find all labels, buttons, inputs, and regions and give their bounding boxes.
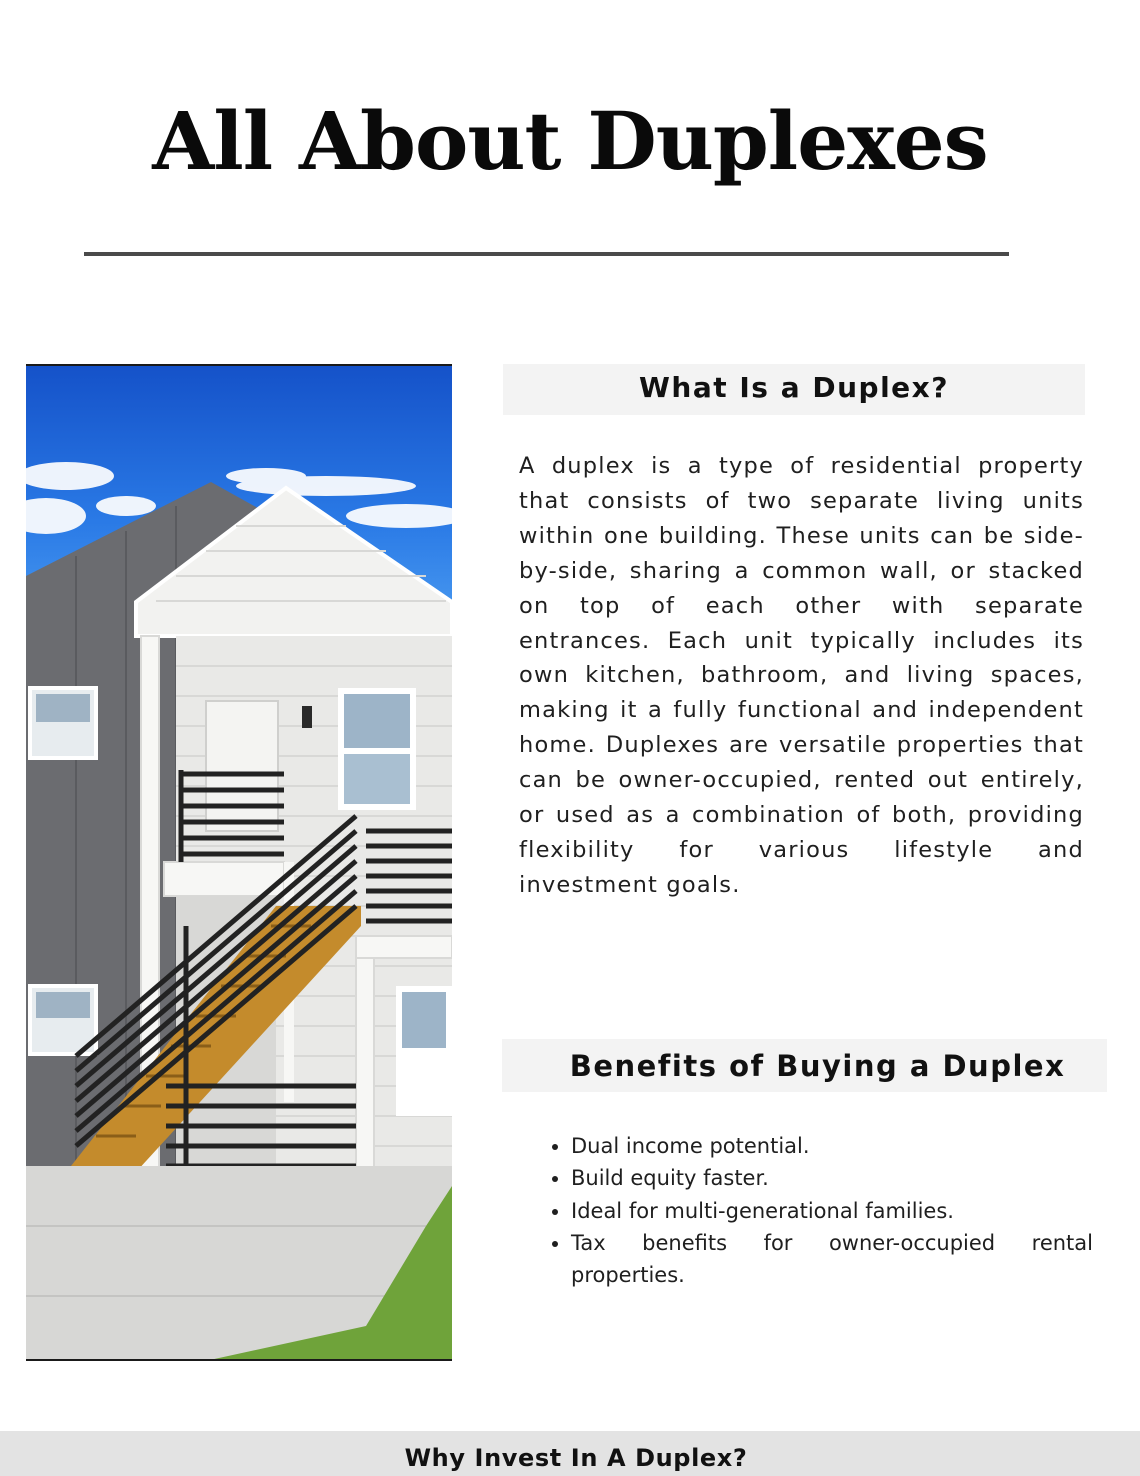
footer-heading: Why Invest In A Duplex? [404,1444,748,1472]
duplex-illustration [26,366,452,1361]
title-divider [84,252,1009,256]
list-item: • Tax benefits for owner-occupied rental properties. [571,1227,1093,1292]
list-item: • Build equity faster. [571,1162,1093,1194]
porch-column-mid [356,936,374,1176]
page-title: All About Duplexes [152,94,988,188]
list-item: • Dual income potential. [571,1130,1093,1162]
benefits-list [540,1130,1093,1291]
benefits-heading: Benefits of Buying a Duplex [502,1039,1107,1092]
upper-door [206,701,278,831]
list-item: • Ideal for multi-generational families. [571,1195,1093,1227]
what-is-heading: What Is a Duplex? [503,364,1085,415]
what-is-paragraph: A duplex is a type of residential property that consists of two separate living units within one building. These units can be side-by-side, sharing a common wall, or stacked on top of each other with separate entrances. Each unit typically includes its own kitchen, bathroom, and living spaces, making it a fully functional and independent home. Duplexes are versatile properties that can be owner-occupied, rented out entirely, or used as a combination of both, providing flexibility for various lifestyle and investment goals. [519,453,1084,898]
duplex-photo [26,364,452,1361]
wall-lamp [302,706,312,728]
